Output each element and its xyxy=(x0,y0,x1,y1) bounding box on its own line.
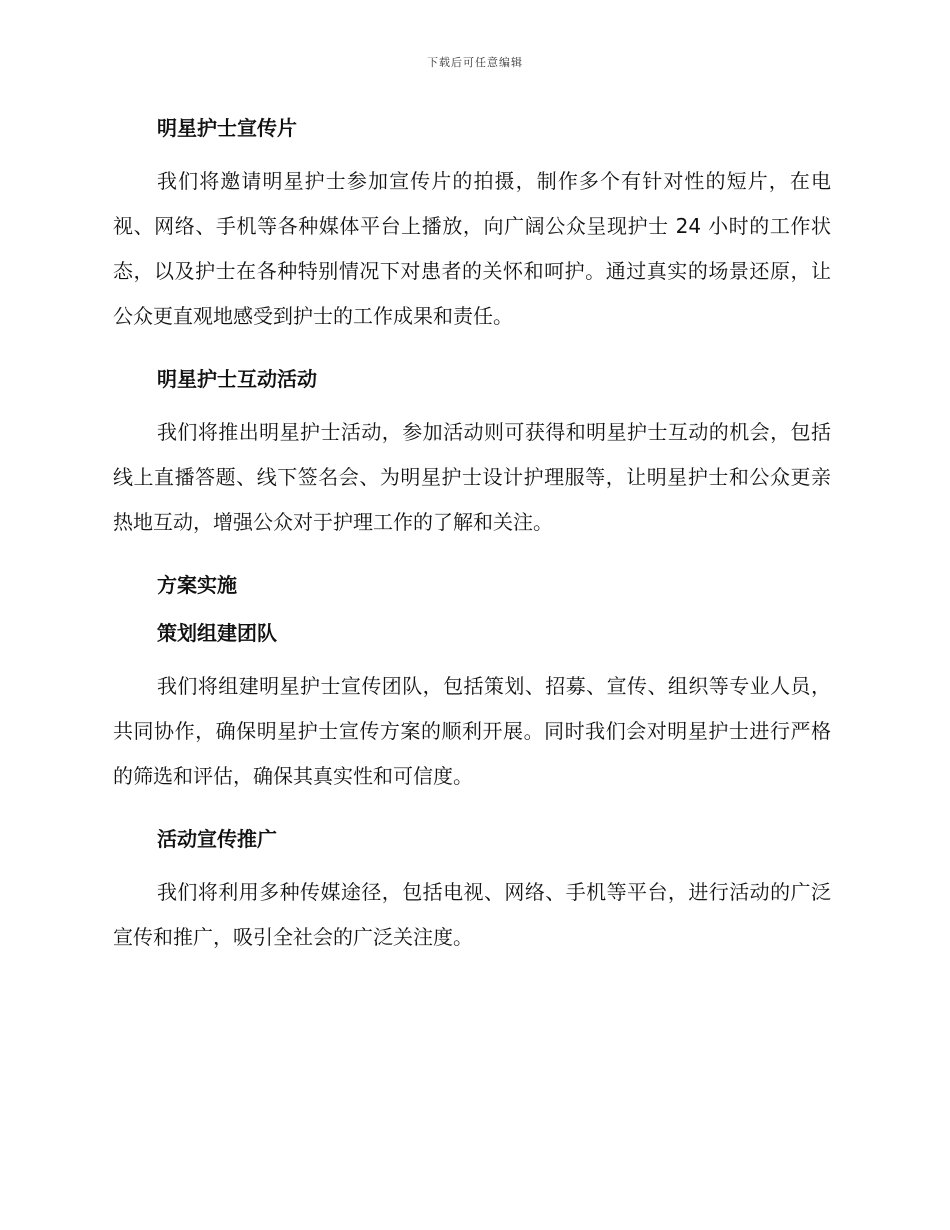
section-paragraph-promo-film: 我们将邀请明星护士参加宣传片的拍摄，制作多个有针对性的短片，在电视、网络、手机等各种媒体平台上播放，向广阔公众呈现护士 24 小时的工作状态，以及护士在各种特别情况下对患者的关怀和呵护。通过真实的场景还原，让公众更直观地感受到护士的工作成果和责任。 xyxy=(113,169,831,328)
header-note: 下载后可任意编辑 xyxy=(427,56,523,69)
section-heading-build-team: 策划组建团队 xyxy=(157,621,277,645)
section-heading-interactive-activity: 明星护士互动活动 xyxy=(157,367,317,391)
section-heading-implementation: 方案实施 xyxy=(157,573,237,597)
document-body xyxy=(113,110,831,960)
section-heading-promotion: 活动宣传推广 xyxy=(157,827,277,851)
section-heading-promo-film: 明星护士宣传片 xyxy=(157,116,297,140)
section-paragraph-promotion: 我们将利用多种传媒途径，包括电视、网络、手机等平台，进行活动的广泛宣传和推广，吸引全社会的广泛关注度。 xyxy=(113,880,831,949)
section-paragraph-build-team: 我们将组建明星护士宣传团队，包括策划、招募、宣传、组织等专业人员，共同协作，确保明星护士宣传方案的顺利开展。同时我们会对明星护士进行严格的筛选和评估，确保其真实性和可信度。 xyxy=(113,674,831,788)
section-paragraph-interactive-activity: 我们将推出明星护士活动，参加活动则可获得和明星护士互动的机会，包括线上直播答题、线下签名会、为明星护士设计护理服等，让明星护士和公众更亲热地互动，增强公众对于护理工作的了解和关注。 xyxy=(113,420,831,534)
